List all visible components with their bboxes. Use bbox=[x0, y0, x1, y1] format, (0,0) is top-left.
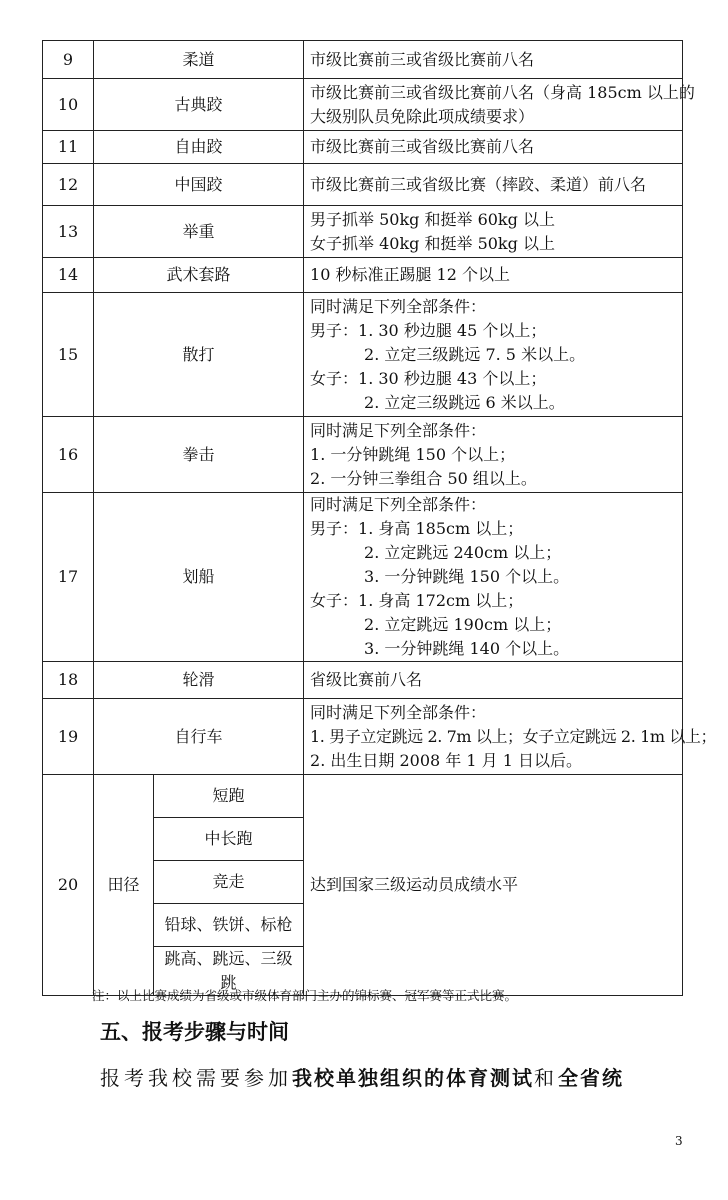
row-number: 15 bbox=[43, 293, 94, 417]
requirement-line: 3. 一分钟跳绳 140 个以上。 bbox=[364, 639, 570, 658]
requirement-line: 市级比赛前三或省级比赛（摔跤、柔道）前八名 bbox=[310, 174, 647, 194]
paragraph-text: 报考我校需要参加 bbox=[100, 1066, 292, 1090]
body-paragraph bbox=[100, 1062, 624, 1091]
track-event: 铅球、铁饼、标枪 bbox=[154, 904, 304, 947]
requirement-line: 1. 一分钟跳绳 150 个以上； bbox=[310, 444, 516, 464]
requirement-cell bbox=[304, 699, 717, 775]
track-event: 跳高、跳远、三级跳 bbox=[154, 947, 304, 996]
track-event: 中长跑 bbox=[154, 818, 304, 861]
sport-name: 柔道 bbox=[94, 41, 304, 79]
requirement-line: 同时满足下列全部条件： bbox=[310, 420, 487, 440]
requirement-line: 女子抓举 40kg 和挺举 50kg 以上 bbox=[310, 233, 555, 253]
track-requirement: 达到国家三级运动员成绩水平 bbox=[304, 775, 683, 996]
table-row bbox=[43, 164, 683, 206]
row-number: 14 bbox=[43, 258, 94, 293]
sport-name: 举重 bbox=[94, 206, 304, 258]
row-number: 16 bbox=[43, 417, 94, 493]
requirement-cell bbox=[304, 493, 683, 662]
requirement-line: 大级别队员免除此项成绩要求） bbox=[310, 106, 535, 126]
section-heading: 五、报考步骤与时间 bbox=[100, 1020, 289, 1044]
requirement-cell bbox=[304, 293, 683, 417]
sport-name: 自行车 bbox=[94, 699, 304, 775]
requirement-line: 同时满足下列全部条件： bbox=[310, 702, 487, 722]
sport-name: 古典跤 bbox=[94, 79, 304, 131]
row-number: 10 bbox=[43, 79, 94, 131]
requirement-cell bbox=[304, 79, 695, 131]
requirement-line: 10 秒标准正踢腿 12 个以上 bbox=[310, 265, 510, 284]
row-number: 13 bbox=[43, 206, 94, 258]
sport-name: 武术套路 bbox=[94, 258, 304, 293]
admission-requirements-table bbox=[42, 40, 717, 996]
requirement-cell bbox=[304, 662, 683, 699]
requirement-line: 男子：1. 身高 185cm 以上； bbox=[310, 519, 524, 538]
track-event: 竞走 bbox=[154, 861, 304, 904]
requirement-line: 市级比赛前三或省级比赛前八名 bbox=[310, 49, 535, 69]
table-row bbox=[43, 293, 683, 417]
sport-name: 中国跤 bbox=[94, 164, 304, 206]
row-number: 17 bbox=[43, 493, 94, 662]
requirement-line: 省级比赛前八名 bbox=[310, 670, 423, 689]
paragraph-text: 和 bbox=[534, 1066, 558, 1090]
requirement-line: 3. 一分钟跳绳 150 个以上。 bbox=[364, 567, 570, 586]
row-number: 9 bbox=[43, 41, 94, 79]
requirement-line: 女子：1. 身高 172cm 以上； bbox=[310, 591, 524, 610]
table-row bbox=[43, 79, 683, 131]
table-row bbox=[43, 258, 683, 293]
sport-name: 自由跤 bbox=[94, 131, 304, 164]
sport-name: 轮滑 bbox=[94, 662, 304, 699]
requirement-line: 2. 立定跳远 240cm 以上； bbox=[364, 543, 562, 562]
requirement-cell bbox=[304, 41, 683, 79]
track-event: 短跑 bbox=[154, 775, 304, 818]
row-number: 18 bbox=[43, 662, 94, 699]
requirement-cell bbox=[304, 164, 683, 206]
requirement-line: 男子：1. 30 秒边腿 45 个以上； bbox=[310, 320, 547, 340]
requirement-cell bbox=[304, 131, 683, 164]
sport-name: 田径 bbox=[94, 775, 154, 996]
row-number: 20 bbox=[43, 775, 94, 996]
sport-name: 划船 bbox=[94, 493, 304, 662]
table-row bbox=[43, 699, 683, 775]
requirement-line: 女子：1. 30 秒边腿 43 个以上； bbox=[310, 368, 547, 388]
requirement-cell bbox=[304, 417, 683, 493]
table-row bbox=[43, 775, 683, 818]
table-row bbox=[43, 41, 683, 79]
table-footnote: 注：以上比赛成绩为省级或市级体育部门主办的锦标赛、冠军赛等正式比赛。 bbox=[92, 988, 518, 1003]
requirement-line: 2. 一分钟三拳组合 50 组以上。 bbox=[310, 468, 537, 488]
row-number: 19 bbox=[43, 699, 94, 775]
requirement-line: 2. 立定跳远 190cm 以上； bbox=[364, 615, 562, 634]
paragraph-emphasis: 全省统 bbox=[558, 1066, 624, 1090]
row-number: 12 bbox=[43, 164, 94, 206]
requirement-line: 1. 男子立定跳远 2. 7m 以上；女子立定跳远 2. 1m 以上； bbox=[310, 726, 717, 746]
sport-name: 散打 bbox=[94, 293, 304, 417]
requirement-line: 同时满足下列全部条件： bbox=[310, 296, 487, 316]
paragraph-emphasis: 我校单独组织的体育测试 bbox=[292, 1066, 534, 1090]
table-row bbox=[43, 662, 683, 699]
table-row bbox=[43, 131, 683, 164]
table-row bbox=[43, 493, 683, 662]
requirement-line: 同时满足下列全部条件： bbox=[310, 495, 487, 514]
row-number: 11 bbox=[43, 131, 94, 164]
sport-name: 拳击 bbox=[94, 417, 304, 493]
requirement-line: 2. 出生日期 2008 年 1 月 1 日以后。 bbox=[310, 750, 582, 770]
requirement-cell bbox=[304, 206, 683, 258]
table-row bbox=[43, 417, 683, 493]
requirement-line: 市级比赛前三或省级比赛前八名（身高 185cm 以上的 bbox=[310, 82, 695, 102]
requirement-line: 2. 立定三级跳远 7. 5 米以上。 bbox=[364, 344, 586, 364]
requirement-line: 男子抓举 50kg 和挺举 60kg 以上 bbox=[310, 209, 555, 229]
requirement-line: 2. 立定三级跳远 6 米以上。 bbox=[364, 392, 565, 412]
requirement-cell bbox=[304, 258, 683, 293]
page-number: 3 bbox=[675, 1134, 683, 1148]
requirement-line: 市级比赛前三或省级比赛前八名 bbox=[310, 137, 535, 156]
table-row bbox=[43, 206, 683, 258]
